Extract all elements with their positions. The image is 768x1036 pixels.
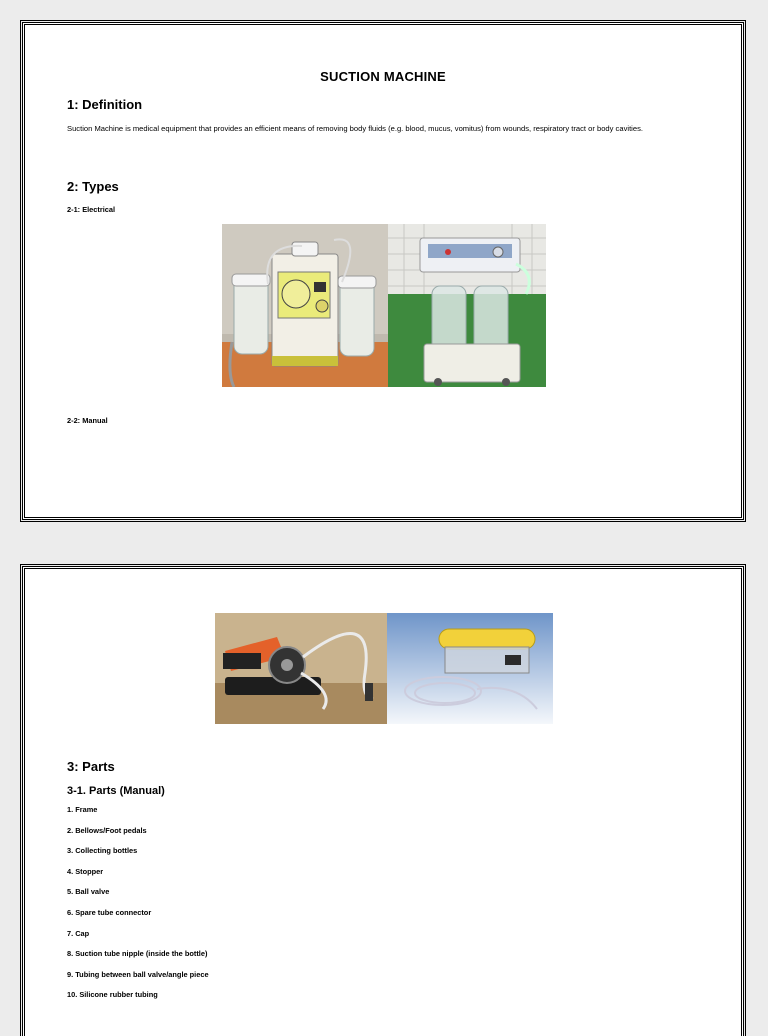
list-item: 7. Cap [67, 928, 90, 938]
types-heading: 2: Types [67, 179, 119, 194]
parts-list [67, 805, 209, 1011]
list-item: 9. Tubing between ball valve/angle piece [67, 969, 209, 979]
electrical-suction-machine-photo-1 [222, 224, 388, 387]
list-item: 8. Suction tube nipple (inside the bottle) [67, 949, 208, 959]
list-item: 4. Stopper [67, 866, 104, 876]
manual-suction-machine-photo-2 [387, 613, 553, 724]
electrical-label: 2-1: Electrical [67, 205, 116, 214]
list-item: 5. Ball valve [67, 887, 110, 897]
parts-subheading: 3-1. Parts (Manual) [67, 785, 165, 797]
definition-text: Suction Machine is medical equipment that provides an efficient means of removing body fluids (e.g. blood, mucus, vomitus) from wounds, respiratory tract or body cavities. [67, 124, 643, 133]
list-item: 1. Frame [67, 805, 98, 814]
list-item: 3. Collecting bottles [67, 846, 138, 856]
list-item: 2. Bellows/Foot pedals [67, 825, 147, 835]
document-page-1 [22, 22, 744, 520]
document-page-2 [22, 566, 744, 1036]
parts-heading: 3: Parts [67, 759, 115, 774]
list-item: 6. Spare tube connector [67, 907, 152, 917]
list-item: 10. Silicone rubber tubing [67, 990, 158, 1000]
manual-label: 2-2: Manual [67, 416, 108, 425]
manual-suction-machine-photo-1 [215, 613, 387, 724]
document-title: SUCTION MACHINE [320, 69, 446, 84]
electrical-suction-machine-photo-2 [388, 224, 546, 387]
definition-heading: 1: Definition [67, 97, 143, 112]
